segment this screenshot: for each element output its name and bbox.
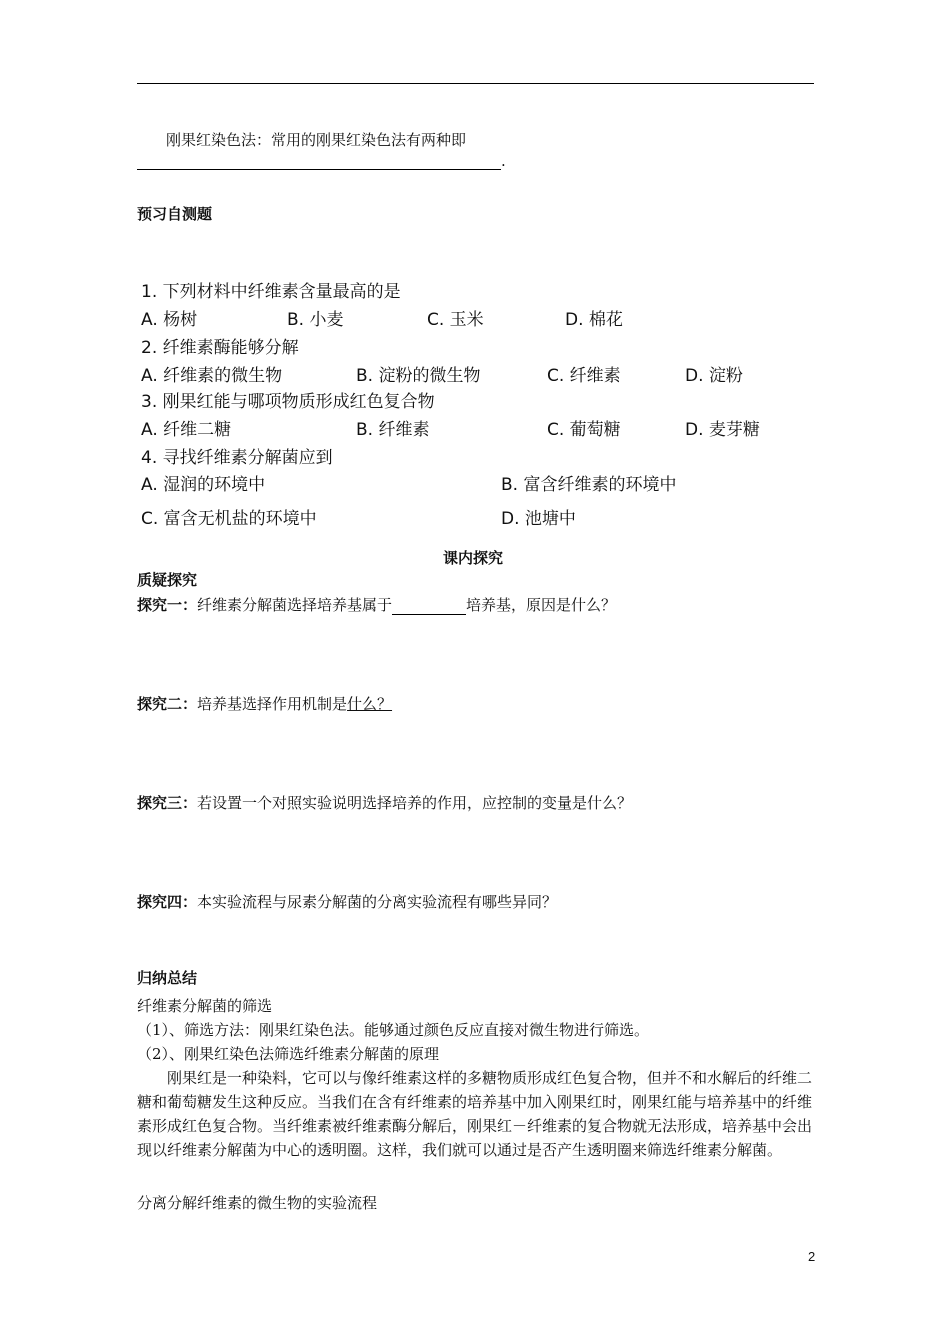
explore-item-2	[137, 693, 392, 714]
question-3-option-c: C. 葡萄糖	[547, 420, 621, 440]
page-number: 2	[808, 1249, 816, 1264]
question-3-option-b: B. 纤维素	[356, 420, 430, 440]
explore-label: 探究四：	[137, 893, 198, 911]
question-4-option-c: C. 富含无机盐的环境中	[141, 509, 317, 529]
summary-line-2: （1）、筛选方法：刚果红染色法。能够通过颜色反应直接对微生物进行筛选。	[137, 1021, 650, 1039]
question-1-option-d: D. 棉花	[565, 310, 623, 330]
header-rule	[137, 83, 814, 84]
preview-heading: 预习自测题	[137, 205, 213, 223]
explore-text: 若设置一个对照实验说明选择培养的作用，应控制的变量是什么？	[197, 794, 633, 812]
fill-blank	[392, 597, 466, 615]
explore-text-after: 培养基，原因是什么？	[466, 596, 617, 614]
explore-item-3	[137, 792, 632, 813]
question-4-option-a: A. 湿润的环境中	[141, 475, 266, 495]
question-1-option-a: A. 杨树	[141, 310, 198, 330]
explore-text: 纤维素分解菌选择培养基属于	[197, 596, 393, 614]
summary-line-1: 纤维素分解菌的筛选	[137, 997, 273, 1015]
intro-period: .	[501, 152, 506, 170]
question-4-option-d: D. 池塘中	[501, 509, 576, 529]
summary-last-line: 分离分解纤维素的微生物的实验流程	[137, 1194, 378, 1212]
summary-line-3: （2）、刚果红染色法筛选纤维素分解菌的原理	[137, 1045, 440, 1063]
summary-paragraph: 刚果红是一种染料，它可以与像纤维素这样的多糖物质形成红色复合物，但并不和水解后的纤维二糖和葡萄糖发生这种反应。当我们在含有纤维素的培养基中加入刚果红时，刚果红能与培养基中的纤维素形成红色复合物。当纤维素被纤维素酶分解后，刚果红－纤维素的复合物就无法形成，培养基中会出现以纤维素分解菌为中心的透明圈。这样，我们就可以通过是否产生透明圈来筛选纤维素分解菌。	[137, 1069, 813, 1159]
question-2-option-c: C. 纤维素	[547, 366, 621, 386]
explore-label: 探究一：	[137, 596, 198, 614]
fill-blank	[137, 152, 501, 170]
intro-line	[166, 129, 466, 150]
intro-blank-line	[137, 151, 506, 170]
question-3-stem: 3. 刚果红能与哪项物质形成红色复合物	[141, 392, 435, 412]
question-4-option-b: B. 富含纤维素的环境中	[501, 475, 677, 495]
question-2-stem: 2. 纤维素酶能够分解	[141, 338, 299, 358]
explore-item-1	[137, 594, 616, 615]
explore-label: 探究三：	[137, 794, 198, 812]
question-1-option-b: B. 小麦	[287, 310, 344, 330]
question-2-option-b: B. 淀粉的微生物	[356, 366, 481, 386]
section-heading-center: 课内探究	[443, 549, 504, 567]
question-2-option-a: A. 纤维素的微生物	[141, 366, 283, 386]
explore-text: 本实验流程与尿素分解菌的分离实验流程有哪些异同？	[197, 893, 558, 911]
intro-text: 刚果红染色法：常用的刚果红染色法有两种即	[166, 131, 467, 149]
underlined-text: 什么？	[347, 695, 393, 713]
question-1-stem: 1. 下列材料中纤维素含量最高的是	[141, 282, 401, 302]
explore-text: 培养基选择作用机制是	[197, 695, 348, 713]
question-3-option-a: A. 纤维二糖	[141, 420, 232, 440]
question-1-option-c: C. 玉米	[427, 310, 484, 330]
question-3-option-d: D. 麦芽糖	[685, 420, 760, 440]
question-4-stem: 4. 寻找纤维素分解菌应到	[141, 448, 333, 468]
question-2-option-d: D. 淀粉	[685, 366, 743, 386]
explore-label: 探究二：	[137, 695, 198, 713]
section-subheading: 质疑探究	[137, 571, 198, 589]
summary-heading: 归纳总结	[137, 969, 198, 987]
explore-item-4	[137, 891, 557, 912]
